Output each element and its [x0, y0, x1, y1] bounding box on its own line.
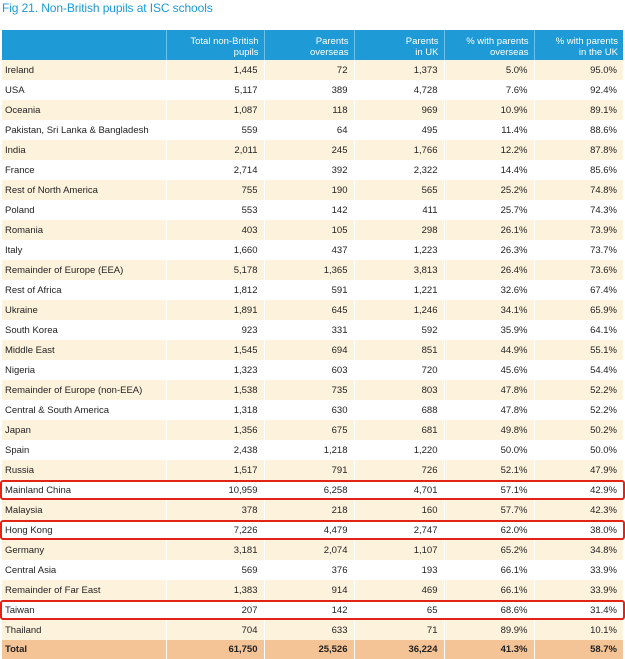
table-row: [2, 160, 623, 180]
table-row: [2, 540, 623, 560]
parents-overseas-cell: 1,218: [264, 440, 354, 460]
region-cell: Remainder of Europe (EEA): [2, 260, 166, 280]
parents-uk-cell: 1,246: [354, 300, 444, 320]
region-cell: Pakistan, Sri Lanka & Bangladesh: [2, 120, 166, 140]
total-pupils-cell: 923: [166, 320, 264, 340]
pct-uk-cell: 88.6%: [534, 120, 623, 140]
total-pupils-cell: 1,545: [166, 340, 264, 360]
pct-uk-cell: 67.4%: [534, 280, 623, 300]
pct-overseas-cell: 49.8%: [444, 420, 534, 440]
region-cell: Nigeria: [2, 360, 166, 380]
table-row: [2, 220, 623, 240]
pct-overseas-cell: 25.7%: [444, 200, 534, 220]
table-row: [2, 120, 623, 140]
pct-uk-cell: 38.0%: [534, 520, 623, 540]
total-pupils-cell: 1,538: [166, 380, 264, 400]
region-cell: Poland: [2, 200, 166, 220]
pct-uk-cell: 85.6%: [534, 160, 623, 180]
parents-uk-cell: 3,813: [354, 260, 444, 280]
table-row: [2, 440, 623, 460]
table-row: [2, 600, 623, 620]
pct-uk-cell: 33.9%: [534, 580, 623, 600]
region-cell: Spain: [2, 440, 166, 460]
region-cell: South Korea: [2, 320, 166, 340]
table-row: [2, 460, 623, 480]
pct-uk-cell: 64.1%: [534, 320, 623, 340]
region-cell: Malaysia: [2, 500, 166, 520]
table-row: [2, 400, 623, 420]
table-row: [2, 360, 623, 380]
parents-uk-cell: 1,220: [354, 440, 444, 460]
parents-uk-cell: 681: [354, 420, 444, 440]
total-pupils-cell: 1,660: [166, 240, 264, 260]
figure-title: Fig 21. Non-British pupils at ISC schools: [2, 1, 213, 15]
pct-uk-cell: 47.9%: [534, 460, 623, 480]
region-cell: Oceania: [2, 100, 166, 120]
parents-overseas-cell: 603: [264, 360, 354, 380]
total-pupils-cell: 1,383: [166, 580, 264, 600]
pct-overseas-cell: 34.1%: [444, 300, 534, 320]
pct-overseas-cell: 26.4%: [444, 260, 534, 280]
parents-overseas-cell: 331: [264, 320, 354, 340]
parents-overseas-cell: 633: [264, 620, 354, 640]
pct-uk-cell: 87.8%: [534, 140, 623, 160]
header-parents-uk: Parents in UK: [354, 30, 444, 60]
pct-uk-cell: 73.9%: [534, 220, 623, 240]
total-pupils-cell: 1,891: [166, 300, 264, 320]
table-row: [2, 140, 623, 160]
table-row: [2, 180, 623, 200]
total-pupils-cell: 704: [166, 620, 264, 640]
total-pupils-cell: 1,318: [166, 400, 264, 420]
pct-overseas-cell: 44.9%: [444, 340, 534, 360]
region-cell: Middle East: [2, 340, 166, 360]
pct-overseas-cell: 12.2%: [444, 140, 534, 160]
total-pupils-cell: 1,445: [166, 60, 264, 80]
parents-uk-cell: 193: [354, 560, 444, 580]
pct-uk-cell: 74.8%: [534, 180, 623, 200]
table-row: [2, 560, 623, 580]
parents-uk-cell: 495: [354, 120, 444, 140]
pct-uk-cell: 73.6%: [534, 260, 623, 280]
pct-uk-cell: 50.2%: [534, 420, 623, 440]
total-pupils-cell: 207: [166, 600, 264, 620]
parents-uk-cell: 688: [354, 400, 444, 420]
region-cell: Italy: [2, 240, 166, 260]
total-parents-overseas-cell: 25,526: [264, 640, 354, 659]
pupils-table: [2, 30, 623, 659]
pct-uk-cell: 92.4%: [534, 80, 623, 100]
parents-uk-cell: 469: [354, 580, 444, 600]
parents-uk-cell: 1,107: [354, 540, 444, 560]
pct-overseas-cell: 52.1%: [444, 460, 534, 480]
total-pupils-cell: 378: [166, 500, 264, 520]
region-cell: Taiwan: [2, 600, 166, 620]
parents-uk-cell: 1,223: [354, 240, 444, 260]
total-pupils-cell: 1,356: [166, 420, 264, 440]
total-pupils-cell: 2,714: [166, 160, 264, 180]
parents-uk-cell: 726: [354, 460, 444, 480]
pct-overseas-cell: 5.0%: [444, 60, 534, 80]
header-region: [2, 30, 166, 60]
pct-overseas-cell: 65.2%: [444, 540, 534, 560]
total-pupils-cell: 755: [166, 180, 264, 200]
parents-overseas-cell: 6,258: [264, 480, 354, 500]
parents-uk-cell: 71: [354, 620, 444, 640]
region-cell: Central & South America: [2, 400, 166, 420]
region-cell: Remainder of Europe (non-EEA): [2, 380, 166, 400]
pct-uk-cell: 52.2%: [534, 400, 623, 420]
header-total-pupils: Total non-British pupils: [166, 30, 264, 60]
parents-uk-cell: 720: [354, 360, 444, 380]
pct-uk-cell: 54.4%: [534, 360, 623, 380]
parents-uk-cell: 565: [354, 180, 444, 200]
parents-overseas-cell: 791: [264, 460, 354, 480]
parents-uk-cell: 851: [354, 340, 444, 360]
pct-uk-cell: 73.7%: [534, 240, 623, 260]
region-cell: Romania: [2, 220, 166, 240]
total-pupils-cell: 2,438: [166, 440, 264, 460]
parents-overseas-cell: 437: [264, 240, 354, 260]
table-row: [2, 320, 623, 340]
pct-overseas-cell: 50.0%: [444, 440, 534, 460]
parents-overseas-cell: 630: [264, 400, 354, 420]
pct-overseas-cell: 32.6%: [444, 280, 534, 300]
table-row: [2, 480, 623, 500]
region-cell: Russia: [2, 460, 166, 480]
region-cell: Germany: [2, 540, 166, 560]
region-cell: Remainder of Far East: [2, 580, 166, 600]
header-pct-uk: % with parents in the UK: [534, 30, 623, 60]
pct-overseas-cell: 57.1%: [444, 480, 534, 500]
pct-uk-cell: 74.3%: [534, 200, 623, 220]
table-row: [2, 300, 623, 320]
pct-uk-cell: 89.1%: [534, 100, 623, 120]
pct-uk-cell: 10.1%: [534, 620, 623, 640]
total-region-cell: Total: [2, 640, 166, 659]
parents-uk-cell: 1,373: [354, 60, 444, 80]
parents-uk-cell: 803: [354, 380, 444, 400]
parents-uk-cell: 1,766: [354, 140, 444, 160]
table-row: [2, 620, 623, 640]
total-pupils-cell: 10,959: [166, 480, 264, 500]
total-pupils-cell: 5,178: [166, 260, 264, 280]
parents-overseas-cell: 735: [264, 380, 354, 400]
parents-overseas-cell: 591: [264, 280, 354, 300]
pct-overseas-cell: 68.6%: [444, 600, 534, 620]
region-cell: Ireland: [2, 60, 166, 80]
pct-overseas-cell: 25.2%: [444, 180, 534, 200]
table-row: [2, 200, 623, 220]
total-pupils-cell: 1,087: [166, 100, 264, 120]
table-row: [2, 100, 623, 120]
pct-overseas-cell: 66.1%: [444, 580, 534, 600]
table-row: [2, 80, 623, 100]
parents-overseas-cell: 675: [264, 420, 354, 440]
parents-overseas-cell: 376: [264, 560, 354, 580]
total-pupils-cell: 2,011: [166, 140, 264, 160]
parents-overseas-cell: 190: [264, 180, 354, 200]
region-cell: USA: [2, 80, 166, 100]
parents-overseas-cell: 218: [264, 500, 354, 520]
parents-overseas-cell: 2,074: [264, 540, 354, 560]
table-row: [2, 380, 623, 400]
parents-uk-cell: 298: [354, 220, 444, 240]
pct-overseas-cell: 62.0%: [444, 520, 534, 540]
header-row: [2, 30, 623, 60]
pct-uk-cell: 95.0%: [534, 60, 623, 80]
region-cell: Mainland China: [2, 480, 166, 500]
pct-overseas-cell: 57.7%: [444, 500, 534, 520]
total-row: [2, 640, 623, 659]
parents-uk-cell: 160: [354, 500, 444, 520]
total-pupils-cell: 5,117: [166, 80, 264, 100]
table-row: [2, 520, 623, 540]
parents-overseas-cell: 118: [264, 100, 354, 120]
total-pupils-cell: 403: [166, 220, 264, 240]
pct-uk-cell: 42.9%: [534, 480, 623, 500]
table-row: [2, 340, 623, 360]
region-cell: Central Asia: [2, 560, 166, 580]
total-total-pupils-cell: 61,750: [166, 640, 264, 659]
pct-overseas-cell: 7.6%: [444, 80, 534, 100]
total-pupils-cell: 569: [166, 560, 264, 580]
parents-uk-cell: 4,701: [354, 480, 444, 500]
pct-overseas-cell: 66.1%: [444, 560, 534, 580]
total-parents-uk-cell: 36,224: [354, 640, 444, 659]
total-pupils-cell: 1,323: [166, 360, 264, 380]
header-pct-overseas: % with parents overseas: [444, 30, 534, 60]
region-cell: Rest of Africa: [2, 280, 166, 300]
total-pupils-cell: 1,517: [166, 460, 264, 480]
parents-uk-cell: 1,221: [354, 280, 444, 300]
table-row: [2, 420, 623, 440]
header-parents-overseas: Parents overseas: [264, 30, 354, 60]
pct-overseas-cell: 45.6%: [444, 360, 534, 380]
region-cell: Rest of North America: [2, 180, 166, 200]
parents-uk-cell: 411: [354, 200, 444, 220]
parents-uk-cell: 2,747: [354, 520, 444, 540]
region-cell: India: [2, 140, 166, 160]
parents-overseas-cell: 64: [264, 120, 354, 140]
parents-overseas-cell: 142: [264, 600, 354, 620]
total-pct-uk-cell: 58.7%: [534, 640, 623, 659]
parents-overseas-cell: 694: [264, 340, 354, 360]
table-row: [2, 60, 623, 80]
pct-overseas-cell: 14.4%: [444, 160, 534, 180]
pct-overseas-cell: 11.4%: [444, 120, 534, 140]
parents-overseas-cell: 645: [264, 300, 354, 320]
pct-overseas-cell: 47.8%: [444, 400, 534, 420]
pct-overseas-cell: 10.9%: [444, 100, 534, 120]
parents-overseas-cell: 105: [264, 220, 354, 240]
total-pupils-cell: 3,181: [166, 540, 264, 560]
total-pupils-cell: 559: [166, 120, 264, 140]
region-cell: France: [2, 160, 166, 180]
parents-overseas-cell: 72: [264, 60, 354, 80]
parents-overseas-cell: 4,479: [264, 520, 354, 540]
pct-overseas-cell: 26.1%: [444, 220, 534, 240]
region-cell: Japan: [2, 420, 166, 440]
parents-uk-cell: 2,322: [354, 160, 444, 180]
table-row: [2, 580, 623, 600]
parents-uk-cell: 969: [354, 100, 444, 120]
region-cell: Thailand: [2, 620, 166, 640]
region-cell: Hong Kong: [2, 520, 166, 540]
parents-overseas-cell: 1,365: [264, 260, 354, 280]
pct-uk-cell: 31.4%: [534, 600, 623, 620]
total-pupils-cell: 1,812: [166, 280, 264, 300]
parents-uk-cell: 4,728: [354, 80, 444, 100]
region-cell: Ukraine: [2, 300, 166, 320]
pct-uk-cell: 34.8%: [534, 540, 623, 560]
pct-uk-cell: 50.0%: [534, 440, 623, 460]
pct-uk-cell: 55.1%: [534, 340, 623, 360]
pct-uk-cell: 65.9%: [534, 300, 623, 320]
total-pupils-cell: 553: [166, 200, 264, 220]
table-row: [2, 260, 623, 280]
table-row: [2, 240, 623, 260]
pct-uk-cell: 33.9%: [534, 560, 623, 580]
parents-uk-cell: 592: [354, 320, 444, 340]
pct-overseas-cell: 35.9%: [444, 320, 534, 340]
parents-overseas-cell: 392: [264, 160, 354, 180]
table-row: [2, 280, 623, 300]
parents-overseas-cell: 142: [264, 200, 354, 220]
parents-overseas-cell: 389: [264, 80, 354, 100]
total-pupils-cell: 7,226: [166, 520, 264, 540]
parents-overseas-cell: 914: [264, 580, 354, 600]
parents-overseas-cell: 245: [264, 140, 354, 160]
pct-overseas-cell: 89.9%: [444, 620, 534, 640]
total-pct-overseas-cell: 41.3%: [444, 640, 534, 659]
table-row: [2, 500, 623, 520]
pct-uk-cell: 42.3%: [534, 500, 623, 520]
pct-overseas-cell: 47.8%: [444, 380, 534, 400]
pct-overseas-cell: 26.3%: [444, 240, 534, 260]
parents-uk-cell: 65: [354, 600, 444, 620]
pct-uk-cell: 52.2%: [534, 380, 623, 400]
